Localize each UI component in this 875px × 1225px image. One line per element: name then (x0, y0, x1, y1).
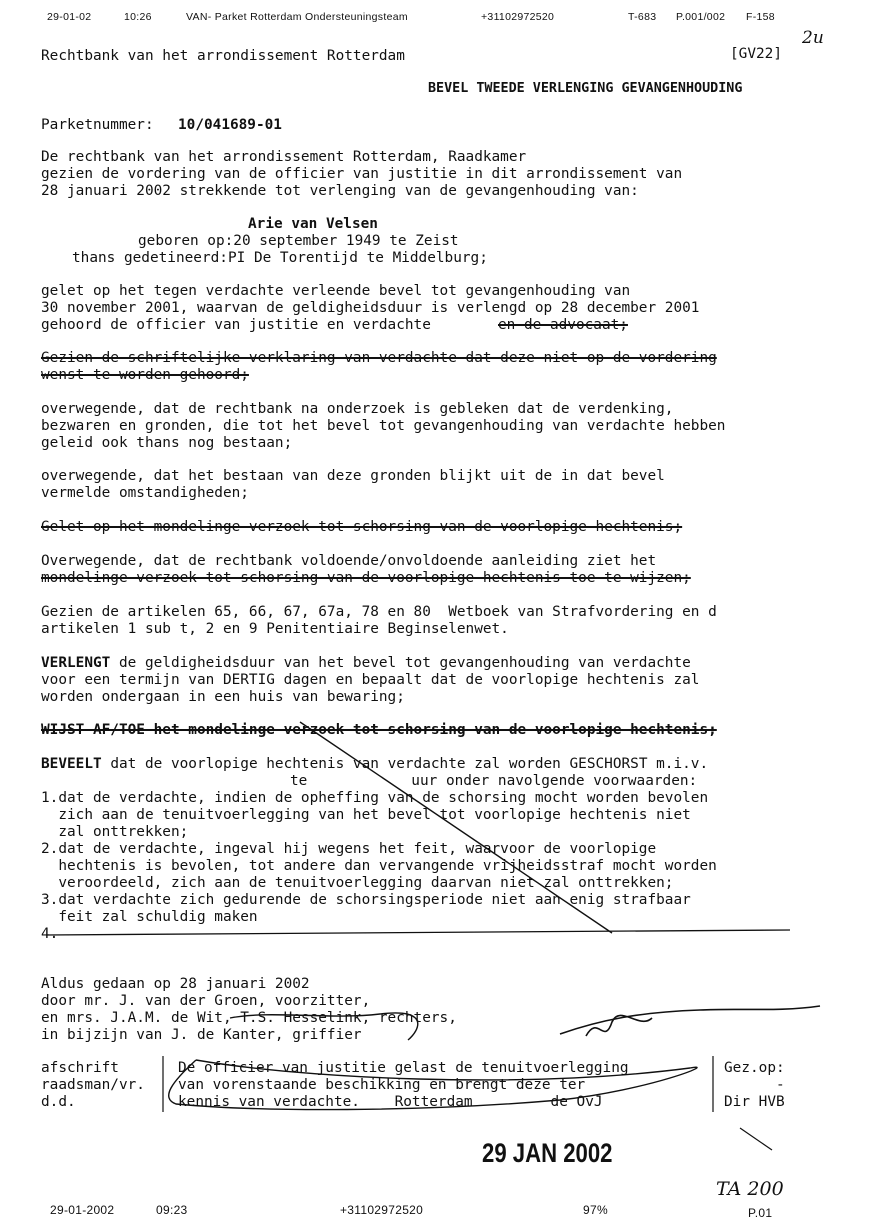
footer-left-line: raadsman/vr. (41, 1077, 145, 1093)
intro-line: gezien de vordering van de officier van justitie in dit arrondissement van (41, 166, 683, 182)
footer-check-stroke (740, 1128, 772, 1150)
parket-number: 10/041689-01 (178, 117, 282, 133)
judge-strikethrough-scribble (230, 1013, 418, 1040)
condition-line: zich aan de tenuitvoerlegging van het bevel tot voorlopige hechtenis niet (41, 807, 691, 823)
diagonal-crossout-line (300, 722, 612, 933)
overwegende-line: overwegende, dat de rechtbank na onderzoek is gebleken dat de verdenking, (41, 401, 674, 417)
handwritten-ta-note: TA 200 (716, 1178, 784, 1200)
suspect-born: geboren op:20 september 1949 te Zeist (138, 233, 459, 249)
signature-line: en mrs. J.A.M. de Wit, T.S. Hesselink, rechters, (41, 1010, 457, 1026)
struck-gezien-line: wenst te worden gehoord; (41, 367, 249, 383)
condition-4-rule (46, 930, 790, 935)
beveelt-line-2: te uur onder navolgende voorwaarden: (290, 773, 698, 789)
condition-line: 1.dat de verdachte, indien de opheffing van de schorsing mocht worden bevolen (41, 790, 709, 806)
signature-line: Aldus gedaan op 28 januari 2002 (41, 976, 310, 992)
fax-header-phone: +31102972520 (481, 11, 555, 23)
verlengt-text: de geldigheidsduur van het bevel tot gevangenhouding van verdachte (110, 655, 691, 671)
document-title: BEVEL TWEEDE VERLENGING GEVANGENHOUDING (428, 81, 743, 96)
court-name: Rechtbank van het arrondissement Rotterdam (41, 48, 405, 64)
beveelt-text: dat de voorlopige hechtenis van verdachte zal worden GESCHORST m.i.v. (101, 756, 709, 772)
fax-footer-percent: 97% (583, 1203, 608, 1217)
handwritten-corner-mark: 2u (802, 28, 824, 48)
fax-header-form: F-158 (746, 11, 775, 23)
struck-gelet: Gelet op het mondelinge verzoek tot schorsing van de voorlopige hechtenis; (41, 519, 683, 535)
suspect-name: Arie van Velsen (248, 216, 378, 232)
suspect-detained: thans gedetineerd:PI De Torentijd te Middelburg; (72, 250, 488, 266)
verlengt-line: worden ondergaan in een huis van bewaring; (41, 689, 405, 705)
footer-left-line: afschrift (41, 1060, 119, 1076)
beveelt-keyword: BEVEELT (41, 756, 102, 772)
condition-line: veroordeeld, zich aan de tenuitvoerlegging daarvan niet zal onttrekken; (41, 875, 674, 891)
condition-line: 3.dat verdachte zich gedurende de schorsingsperiode niet aan enig strafbaar (41, 892, 691, 908)
struck-gezien-line: Gezien de schriftelijke verklaring van verdachte dat deze niet op de vordering (41, 350, 717, 366)
struck-advocaat: en de advocaat; (498, 317, 628, 333)
footer-right-line: Dir HVB (724, 1094, 785, 1110)
fax-footer-time: 09:23 (156, 1203, 188, 1217)
consideration-line: gehoord de officier van justitie en verdachte (41, 317, 431, 333)
intro-line: 28 januari 2002 strekkende tot verlenging van de gevangenhouding van: (41, 183, 639, 199)
struck-wijst: WIJST AF/TOE het mondelinge verzoek tot schorsing van de voorlopige hechtenis; (41, 722, 717, 738)
fax-header-page: P.001/002 (676, 11, 726, 23)
footer-right-line: Gez.op: (724, 1060, 785, 1076)
consideration-line: gelet op het tegen verdachte verleende bevel tot gevangenhouding van (41, 283, 631, 299)
footer-mid-line: van vorenstaande beschikking en brengt deze ter (178, 1077, 586, 1093)
struck-overwegende-3: mondelinge verzoek tot schorsing van de voorlopige hechtenis toe te wijzen; (41, 570, 691, 586)
overwegende-line: vermelde omstandigheden; (41, 485, 249, 501)
fax-header-time: 10:26 (124, 11, 152, 23)
footer-left-line: d.d. (41, 1094, 76, 1110)
signature-line: in bijzijn van J. de Kanter, griffier (41, 1027, 362, 1043)
ovj-signature (169, 1060, 697, 1110)
consideration-line: 30 november 2001, waarvan de geldigheidsduur is verlengd op 28 december 2001 (41, 300, 700, 316)
articles-line: Gezien de artikelen 65, 66, 67, 67a, 78 en 80 Wetboek van Strafvordering en d (41, 604, 717, 620)
condition-line: 4. (41, 926, 59, 942)
fax-footer-date: 29-01-2002 (50, 1203, 115, 1217)
form-code: [GV22] (730, 46, 782, 62)
articles-line: artikelen 1 sub t, 2 en 9 Penitentiaire Beginselenwet. (41, 621, 509, 637)
condition-line: zal onttrekken; (41, 824, 189, 840)
footer-right-line: - (776, 1077, 785, 1093)
condition-line: 2.dat de verdachte, ingeval hij wegens het feit, waarvoor de voorlopige (41, 841, 657, 857)
footer-mid-line: kennis van verdachte. Rotterdam de OvJ (178, 1094, 603, 1110)
fax-header-sender: VAN- Parket Rotterdam Ondersteuningsteam (186, 11, 408, 23)
verlengt-line: voor een termijn van DERTIG dagen en bepaalt dat de voorlopige hechtenis zal (41, 672, 700, 688)
verlengt-keyword: VERLENGT (41, 655, 111, 671)
fax-header-date: 29-01-02 (47, 11, 92, 23)
received-date-stamp: 29 JAN 2002 (482, 1138, 613, 1168)
parket-label: Parketnummer: (41, 117, 154, 133)
fax-footer-page: P.01 (748, 1206, 773, 1220)
footer-mid-line: De officier van justitie gelast de tenuitvoerlegging (178, 1060, 629, 1076)
overwegende-line: geleid ook thans nog bestaan; (41, 435, 293, 451)
condition-line: hechtenis is bevolen, tot andere dan vervangende vrijheidsstraf mocht worden (41, 858, 717, 874)
fax-footer-phone: +31102972520 (340, 1203, 424, 1217)
overwegende-3: Overwegende, dat de rechtbank voldoende/onvoldoende aanleiding ziet het (41, 553, 657, 569)
intro-line: De rechtbank van het arrondissement Rotterdam, Raadkamer (41, 149, 527, 165)
overwegende-line: bezwaren en gronden, die tot het bevel tot gevangenhouding van verdachte hebben (41, 418, 726, 434)
overwegende-line: overwegende, dat het bestaan van deze gronden blijkt uit de in dat bevel (41, 468, 665, 484)
signature-line: door mr. J. van der Groen, voorzitter, (41, 993, 371, 1009)
fax-header-transmission: T-683 (628, 11, 657, 23)
condition-line: feit zal schuldig maken (41, 909, 258, 925)
